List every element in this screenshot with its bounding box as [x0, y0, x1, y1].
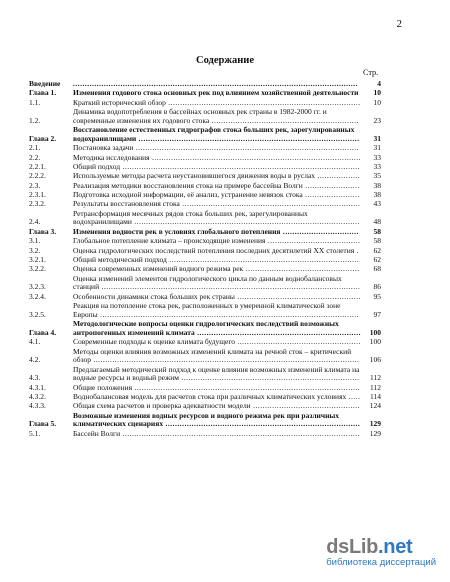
toc-entry-page: 86 — [373, 282, 381, 292]
page-title: Содержание — [196, 55, 254, 66]
toc-entry-text: Особенности динамики стока больших рек страны .................................................... — [73, 292, 361, 301]
toc-entry-number: 2.3.2. — [29, 199, 46, 209]
toc-entry-text: Краткий исторический обзор ................................................................................. — [73, 98, 361, 107]
toc-entry-text: Реакция на потепление стока рек, расположенных в умеренной климатической зоне Европы ............................................................................................................. — [73, 302, 359, 319]
toc-entry-page: 4 — [377, 79, 381, 88]
toc-entry-page: 38 — [373, 180, 381, 190]
toc-entry — [29, 393, 381, 402]
toc-entry-page: 58 — [373, 226, 381, 236]
toc-entry-text: Возможные изменения водных ресурсов и водного режима рек при различных климатических сценариях .................................................................................. — [73, 411, 361, 429]
toc-entry-number: Глава 2. — [29, 133, 57, 143]
toc-entry — [29, 338, 381, 347]
toc-entry — [29, 293, 381, 302]
toc-entry-text: Используемые методы расчета неустановившегося движения воды в руслах .................. — [73, 172, 361, 181]
toc-entry — [29, 247, 381, 256]
toc-entry-page: 38 — [373, 190, 381, 200]
toc-entry-number: 4.3.2. — [29, 391, 46, 401]
toc-entry-text: Оценка современных изменений водного режима рек ................................................ — [73, 265, 360, 274]
toc-entry-page: 124 — [369, 401, 381, 411]
toc-entry-text: Общая схема расчетов и проверка адекватности модели ............................................. — [73, 402, 360, 411]
toc-entry-number: 3.2.2. — [29, 264, 46, 274]
toc-entry — [29, 256, 381, 265]
toc-entry-page: 10 — [373, 97, 381, 107]
toc-entry — [29, 384, 381, 393]
toc-entry-text: Современные подходы к оценке климата будущего .................................................... — [73, 338, 361, 347]
toc-entry — [29, 99, 381, 108]
toc-entry-text: Динамика водопотребления в бассейнах основных рек страны в 1982-2000 гг. и современные изменения их годового стока .............................................................. — [73, 108, 359, 125]
toc-entry-text: Общий методический подход ................................................................................ — [73, 256, 360, 265]
toc-entry-page: 129 — [369, 428, 381, 438]
toc-entry-number: 2.2.1. — [29, 161, 46, 171]
toc-entry-number: 2.3.1. — [29, 190, 46, 200]
toc-entry-text: Воднобалансовая модель для расчетов стока при различных климатических условиях ..... — [73, 392, 361, 401]
toc-entry — [29, 200, 381, 209]
toc-entry-page: 129 — [369, 419, 381, 429]
toc-entry-text: Общие положения ............................................................................................... — [73, 383, 361, 392]
toc-entry-number: 3.1. — [29, 236, 41, 246]
toc-entry-number: Введение — [29, 79, 61, 88]
toc-entry — [29, 237, 381, 246]
toc-entry-number: 5.1. — [29, 428, 41, 438]
toc-entry — [29, 302, 381, 319]
toc-entry — [29, 154, 381, 163]
toc-entry-page: 62 — [373, 255, 381, 265]
toc-entry-page: 31 — [373, 133, 381, 143]
toc-entry-number: 1.2. — [29, 115, 41, 125]
toc-entry — [29, 144, 381, 153]
toc-entry-page: 106 — [369, 355, 381, 365]
toc-entry-text: Предлагаемый методический подход к оценке влияния возможных изменений климата на водные ресурсы и водный режим ........................................................................... — [73, 365, 360, 383]
toc-entry — [29, 80, 381, 89]
toc-entry-text: Подготовка исходной информации, её анализ, устранение невязок стока ....................... — [73, 191, 360, 200]
toc-entry-number: 4.3. — [29, 373, 41, 383]
toc-entry-page: 62 — [373, 245, 381, 255]
toc-entry-text: Методы оценки влияния возможных изменений климата на речной сток – критический обзор ................................................................................................................ — [73, 347, 360, 365]
toc-entry-text: Ретрансформация месячных рядов стока больших рек, зарегулированных водохранилищами ............................................................................................... — [73, 209, 360, 227]
toc-entry-number: 3.2.3. — [29, 282, 46, 292]
toc-entry-number: 3.2. — [29, 245, 41, 255]
watermark — [326, 536, 436, 568]
toc-entry — [29, 126, 381, 143]
toc-entry-text: Реализация методики восстановления стока на примере бассейна Волги ....................... — [73, 181, 360, 190]
toc-entry-page: 58 — [373, 236, 381, 246]
page-column-label: Стр. — [363, 68, 379, 77]
toc-entry — [29, 265, 381, 274]
toc-entry-text: Бассейн Волги .................................................................................................... — [73, 429, 360, 438]
toc-entry-number: 1.1. — [29, 97, 41, 107]
toc-entry — [29, 210, 381, 227]
toc-entry-number: 2.2. — [29, 152, 41, 162]
toc-entry-page: 35 — [373, 171, 381, 181]
toc-entry-number: Глава 5. — [29, 419, 57, 429]
toc-entry-page: 100 — [369, 327, 381, 337]
toc-entry — [29, 163, 381, 172]
toc-entry — [29, 89, 381, 98]
toc-entry-number: 2.1. — [29, 143, 41, 153]
watermark-logo: dsLib.net — [326, 536, 413, 558]
toc-entry-page: 33 — [373, 161, 381, 171]
toc-entry-number: Глава 3. — [29, 226, 57, 236]
toc-entry-page: 68 — [373, 264, 381, 274]
toc-entry-text: Общий подход .................................................................................................... — [73, 162, 360, 171]
toc-entry-number: 3.2.5. — [29, 309, 46, 319]
toc-entry — [29, 348, 381, 365]
toc-entry-text: Глобальное потепление климата – происходящие изменения ....................................... — [73, 237, 361, 246]
toc-entry-number: 2.4. — [29, 217, 41, 227]
toc-entry-number: 4.2. — [29, 355, 41, 365]
toc-entry-page: 31 — [373, 143, 381, 153]
toc-entry-page: 33 — [373, 152, 381, 162]
toc-entry — [29, 402, 381, 411]
toc-entry-number: 3.2.4. — [29, 291, 46, 301]
toc-entry — [29, 412, 381, 429]
toc-entry-page: 95 — [373, 291, 381, 301]
toc-entry — [29, 191, 381, 200]
toc-entry-page: 10 — [373, 88, 381, 98]
toc-entry-page: 23 — [373, 115, 381, 125]
toc-entry-page: 43 — [373, 199, 381, 209]
toc-entry-number: 4.3.3. — [29, 401, 46, 411]
toc-entry-text: Оценка изменений элементов гидрологического цикла по данным воднобалансовых станций ............................................................................................................. — [73, 274, 361, 292]
toc-entry — [29, 320, 381, 337]
toc-entry-number: 3.2.1. — [29, 255, 46, 265]
toc-entry-text: ........................................................................................................................ — [73, 80, 358, 88]
toc-entry — [29, 228, 381, 237]
toc-entry — [29, 172, 381, 181]
toc-entry-text: Результаты восстановления стока ........................................................................... — [73, 200, 361, 209]
toc-entry-page: 114 — [370, 391, 381, 401]
toc-entry-text: Методологические вопросы оценки гидрологических последствий возможных антропогенных изменений климата ..................................................................... — [73, 320, 361, 337]
toc-entry-number: 2.2.2. — [29, 171, 46, 181]
toc-entry — [29, 108, 381, 125]
toc-entry-page: 112 — [370, 382, 381, 392]
table-of-contents — [29, 80, 381, 439]
toc-entry-text: Восстановление естественных гидрографов стока больших рек, зарегулированных водохранилищами ............................................................................................. — [73, 126, 360, 143]
toc-entry-number: Глава 1. — [29, 88, 57, 98]
toc-entry — [29, 182, 381, 191]
toc-entry-text: Постановка задачи .............................................................................................. — [73, 144, 359, 153]
toc-entry-number: 2.3. — [29, 180, 41, 190]
toc-entry — [29, 275, 381, 292]
toc-entry-text: Методика исследования ........................................................................................ — [73, 153, 361, 162]
toc-entry-number: 4.3.1. — [29, 382, 46, 392]
toc-entry-text: Оценка гидрологических последствий потепления последних десятилетий XX столетия . — [73, 246, 359, 255]
toc-entry-text: Изменения водности рек в условиях глобального потепления ................................ — [73, 227, 359, 236]
toc-entry-number: 4.1. — [29, 337, 41, 347]
toc-entry-page: 100 — [369, 337, 381, 347]
toc-entry-page: 48 — [373, 217, 381, 227]
toc-entry-page: 97 — [373, 309, 381, 319]
toc-entry-page: 112 — [370, 373, 381, 383]
page-number: 2 — [396, 18, 402, 30]
watermark-subtitle: библиотека диссертаций — [326, 557, 436, 568]
toc-entry — [29, 430, 381, 439]
toc-entry-text: Изменения годового стока основных рек под влиянием хозяйственной деятельности — [73, 89, 359, 98]
toc-entry — [29, 366, 381, 383]
toc-entry-number: Глава 4. — [29, 327, 57, 337]
